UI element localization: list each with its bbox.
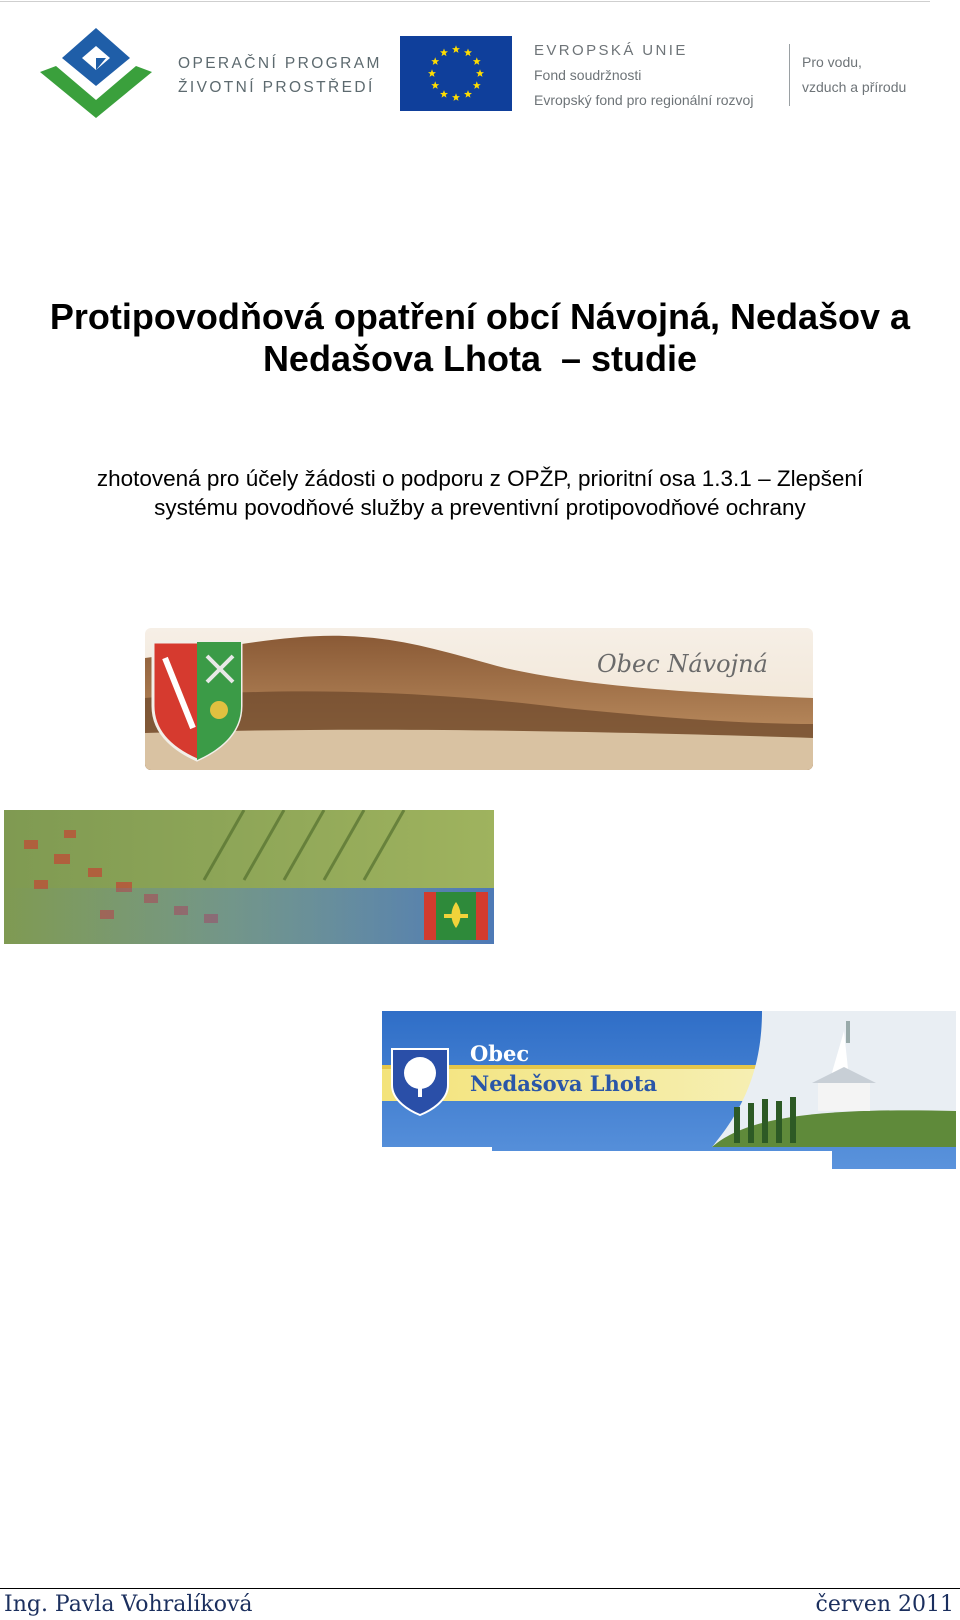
subtitle-line-2: systému povodňové služby a preventivní protipovodňové ochrany [154, 495, 806, 520]
top-rule [0, 1, 930, 2]
slogan-line-1: Pro vodu, [802, 54, 862, 70]
eu-text-block [534, 38, 753, 113]
document-title [0, 296, 960, 380]
navojna-banner-image [145, 628, 813, 770]
navojna-banner-text: Obec Návojná [597, 650, 768, 678]
footer-author: Ing. Pavla Vohralíková [4, 1592, 253, 1617]
footer-rule [0, 1588, 960, 1589]
slogan [802, 50, 906, 100]
program-line-2: ŽIVOTNÍ PROSTŘEDÍ [178, 79, 375, 96]
eu-line-1: EVROPSKÁ UNIE [534, 42, 688, 59]
nedasova-lhota-banner-image [382, 1011, 956, 1169]
footer-date: červen 2011 [815, 1592, 954, 1617]
slogan-line-2: vzduch a přírodu [802, 79, 907, 95]
aerial-village-image [4, 810, 494, 944]
coat-of-arms-nedasov-icon [424, 892, 488, 940]
program-line-1: OPERAČNÍ PROGRAM [178, 55, 382, 72]
subtitle-line-1: zhotovená pro účely žádosti o podporu z OPŽP, prioritní osa 1.3.1 – Zlepšení [96, 466, 864, 491]
eu-line-2: Fond soudržnosti [534, 67, 642, 83]
eu-flag-icon [400, 36, 512, 111]
lhota-banner-text-1: Obec [470, 1041, 530, 1066]
program-name [178, 52, 382, 100]
header-divider [789, 44, 790, 106]
title-line-1: Protipovodňová opatření obcí Návojná, Nedašov a [49, 296, 911, 337]
lhota-banner-text-2: Nedašova Lhota [470, 1071, 658, 1096]
opzp-logo-icon [40, 28, 152, 118]
eu-line-3: Evropský fond pro regionální rozvoj [534, 92, 754, 108]
title-line-2: Nedašova Lhota – studie [262, 338, 698, 379]
document-subtitle [0, 464, 960, 522]
